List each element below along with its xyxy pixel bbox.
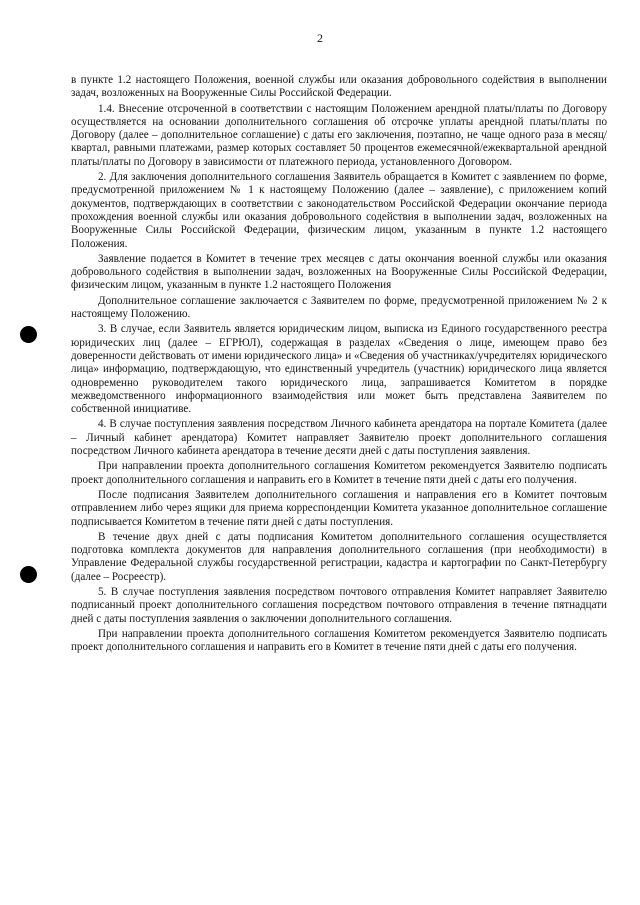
paragraph-5-sign: При направлении проекта дополнительного соглашения Комитетом рекомендуется Заявителю подписать проект дополнительного соглашения и направить его в Комитет в течение пяти дней с даты его получения.: [71, 627, 607, 654]
paragraph-4-sign: При направлении проекта дополнительного соглашения Комитетом рекомендуется Заявителю подписать проект дополнительного соглашения и направить его в Комитет в течение пяти дней с даты его получения.: [71, 460, 607, 486]
paragraph-4-after: После подписания Заявителем дополнительного соглашения и направления его в Комитет почтовым отправлением либо через ящики для приема корреспонденции Комитета указанное дополнительное соглашение подписывается Комитетом в течение пяти дней с даты поступления.: [71, 488, 607, 528]
page-number: 2: [317, 31, 323, 45]
paragraph-4-registration: В течение двух дней с даты подписания Комитетом дополнительного соглашения осуществляется подготовка комплекта документов для направления дополнительного соглашения (при необходимости) в Управление Федеральной службы государственной регистрации, кадастра и картографии по Санкт-Петербургу (далее – Росреестр).: [71, 530, 607, 583]
paragraph-4: 4. В случае поступления заявления посредством Личного кабинета арендатора на портале Комитета (далее – Личный кабинет арендатора) Комитет направляет Заявителю проект дополнительного соглашения посредством Личного кабинета арендатора в течение десяти дней с даты поступления заявления.: [71, 418, 607, 458]
paragraph-3: 3. В случае, если Заявитель является юридическим лицом, выписка из Единого государственного реестра юридических лиц (далее – ЕГРЮЛ), содержащая в разделах «Сведения о лице, имеющем право без доверенности действовать от имени юридического лица» и «Сведения об участниках/учредителях юридического лица» информацию, подтверждающую, что единственный учредитель (участник) юридического лица является одновременно руководителем такого юридического лица, запрашивается Комитетом в порядке межведомственного информационного взаимодействия или может быть представлена Заявителем по собственной инициативе.: [71, 323, 607, 416]
paragraph-1-4: 1.4. Внесение отсроченной в соответствии с настоящим Положением арендной платы/платы по Договору осуществляется на основании дополнительного соглашения об отсрочке уплаты арендной платы/платы по Договору (далее – дополнительное соглашение) с даты его заключения, поэтапно, не чаще одного раза в месяц/квартал, равными платежами, размер которых составляет 50 процентов ежемесячной/ежеквартальной арендной платы/платы по Договору в зависимости от платежного периода, установленного Договором.: [71, 102, 607, 168]
punch-hole-upper: [20, 326, 37, 343]
paragraph-continued: в пункте 1.2 настоящего Положения, военной службы или оказания добровольного содействия в выполнении задач, возложенных на Вооруженные Силы Российской Федерации.: [71, 74, 607, 100]
punch-hole-lower: [20, 566, 37, 583]
paragraph-2: 2. Для заключения дополнительного соглашения Заявитель обращается в Комитет с заявлением по форме, предусмотренной приложением № 1 к настоящему Положению (далее – заявление), с приложением копий документов, подтверждающих в соответствии с законодательством Российской Федерации окончание периода прохождения военной службы или оказания добровольного содействия в выполнении задач, возложенных на Вооруженные Силы Российской Федерации, физическим лицом, указанным в пункте 1.2 настоящего Положения.: [71, 171, 607, 250]
document-body: [71, 74, 607, 656]
paragraph-2-form: Дополнительное соглашение заключается с Заявителем по форме, предусмотренной приложением № 2 к настоящему Положению.: [71, 294, 607, 321]
paragraph-2-term: Заявление подается в Комитет в течение трех месяцев с даты окончания военной службы или оказания добровольного содействия в выполнении задач, возложенных на Вооруженные Силы Российской Федерации, физическим лицом, указанным в пункте 1.2 настоящего Положения: [71, 252, 607, 292]
paragraph-5: 5. В случае поступления заявления посредством почтового отправления Комитет направляет Заявителю подписанный проект дополнительного соглашения посредством почтового отправления в течение пятнадцати дней с даты поступления заявления о заключении дополнительного соглашения.: [71, 585, 607, 625]
